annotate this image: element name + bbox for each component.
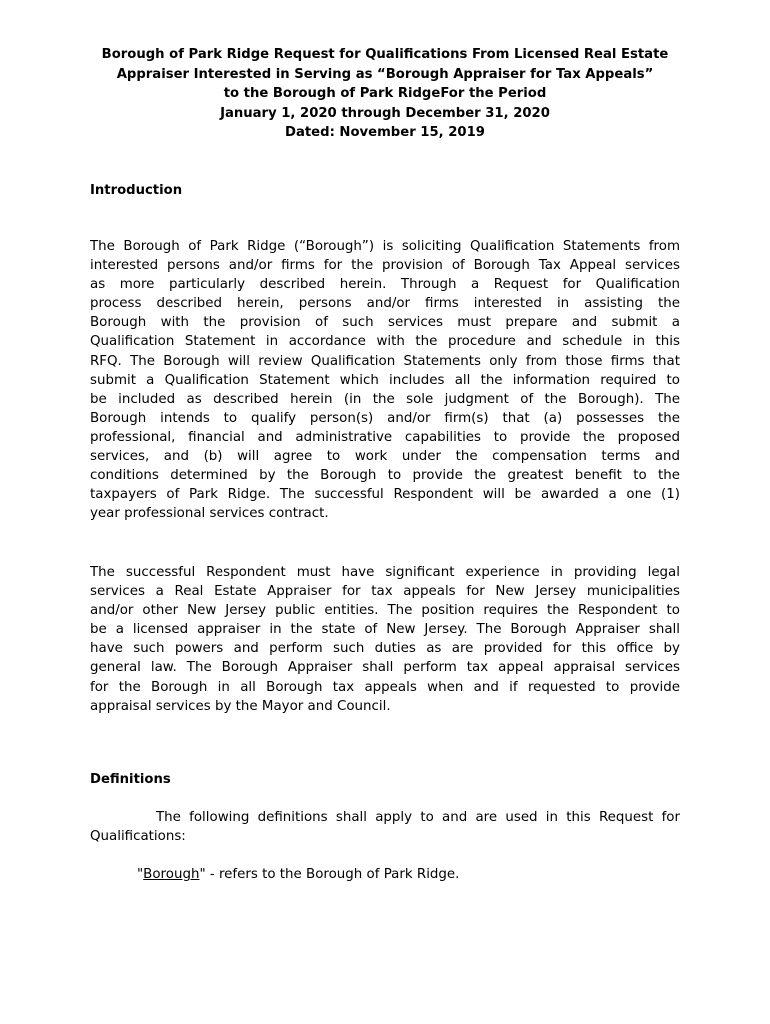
text-line: for the Borough in all Borough tax appeals when and if requested to provide <box>90 679 680 695</box>
title-line: Borough of Park Ridge Request for Qualifications From Licensed Real Estate <box>101 47 669 62</box>
definition-term: Borough <box>143 867 200 882</box>
title-line: January 1, 2020 through December 31, 2020 <box>220 105 550 121</box>
introduction-paragraph-1 <box>90 237 680 523</box>
title-line: Appraiser Interested in Serving as “Borough Appraiser for Tax Appeals” <box>116 66 654 82</box>
definition-text: - refers to the Borough of Park Ridge. <box>205 867 460 882</box>
definitions-heading: Definitions <box>90 772 171 787</box>
text-line: conditions determined by the Borough to provide the greatest benefit to the <box>90 468 680 484</box>
text-line: and/or other New Jersey public entities. The position requires the Respondent to <box>90 603 680 619</box>
text-line: professional, financial and administrative capabilities to provide the proposed <box>90 429 680 445</box>
text-line: The Borough of Park Ridge (“Borough”) is soliciting Qualification Statements from <box>90 239 680 254</box>
text-line: services a Real Estate Appraiser for tax appeals for New Jersey municipalities <box>90 584 680 600</box>
definitions-intro <box>90 808 680 846</box>
title-line: to the Borough of Park RidgeFor the Period <box>223 86 547 102</box>
text-line: as more particularly described herein. Through a Request for Qualification <box>90 277 680 293</box>
text-line: general law. The Borough Appraiser shall perform tax appeal appraisal services <box>90 660 680 676</box>
text-line: be included as described herein (in the sole judgment of the Borough). The <box>90 391 680 407</box>
introduction-heading: Introduction <box>90 183 183 198</box>
text-line: submit a Qualification Statement which includes all the information required to <box>90 372 680 388</box>
title-line: Dated: November 15, 2019 <box>285 125 485 141</box>
text-line: Borough intends to qualify person(s) and/or firm(s) that (a) possesses the <box>90 410 680 426</box>
text-line: Qualifications: <box>90 829 186 845</box>
text-line: year professional services contract. <box>90 506 329 522</box>
definition-item <box>137 865 459 884</box>
text-line: be a licensed appraiser in the state of New Jersey. The Borough Appraiser shall <box>90 622 680 638</box>
text-line: Borough with the provision of such services must prepare and submit a <box>90 315 680 331</box>
text-line: The following definitions shall apply to and are used in this Request for <box>90 810 680 825</box>
text-line: RFQ. The Borough will review Qualification Statements only from those firms that <box>90 353 680 369</box>
introduction-paragraph-2 <box>90 563 680 716</box>
text-line: interested persons and/or firms for the provision of Borough Tax Appeal services <box>90 258 680 274</box>
text-line: The successful Respondent must have significant experience in providing legal <box>90 565 680 580</box>
definition-open-quote: " <box>137 867 144 882</box>
definition-close-quote: " <box>199 867 206 882</box>
text-line: process described herein, persons and/or firms interested in assisting the <box>90 296 680 312</box>
text-line: services, and (b) will agree to work under the compensation terms and <box>90 449 680 465</box>
text-line: have such powers and perform such duties as are provided for this office by <box>90 641 680 657</box>
text-line: taxpayers of Park Ridge. The successful Respondent will be awarded a one (1) <box>90 487 680 503</box>
text-line: appraisal services by the Mayor and Council. <box>90 698 391 714</box>
document-title <box>90 45 680 143</box>
text-line: Qualification Statement in accordance with the procedure and schedule in this <box>90 334 680 350</box>
